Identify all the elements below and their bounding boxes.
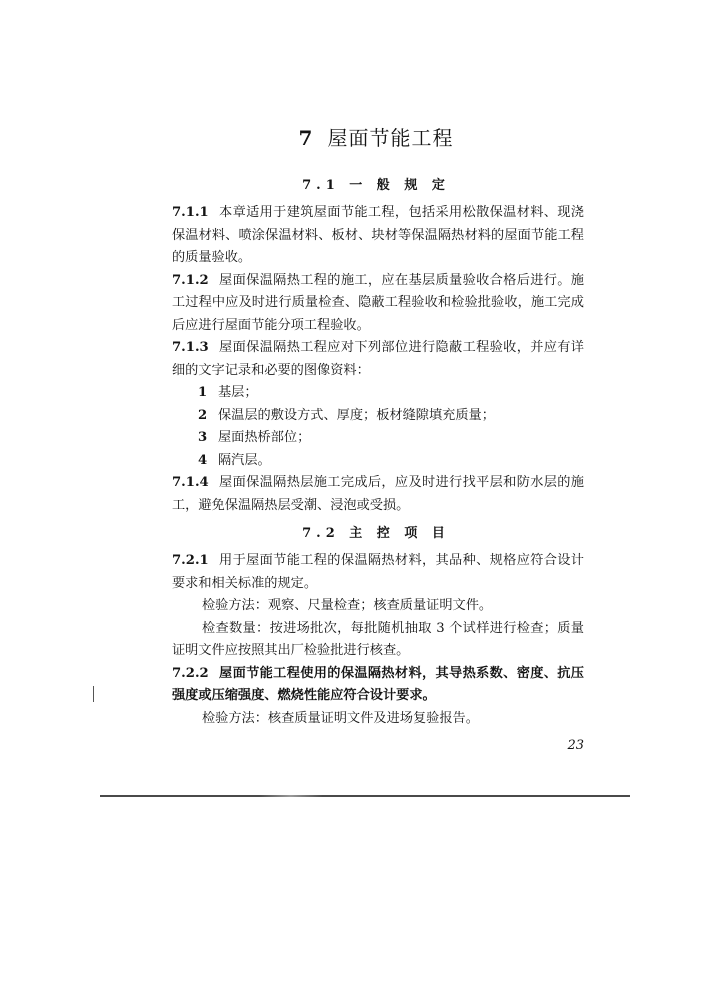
section-title-7-1: 7.1 一 般 规 定 (302, 178, 450, 193)
clause-text: 屋面节能工程使用的保温隔热材料，其导热系数、密度、抗压强度或压缩强度、燃烧性能应符合设计要求。 (172, 665, 584, 703)
item-text: 保温层的敷设方式、厚度；板材缝隙填充质量； (218, 407, 495, 423)
margin-mark (93, 686, 94, 702)
clause-number: 7.2.2 (172, 665, 209, 681)
clause-text: 屋面保温隔热工程应对下列部位进行隐蔽工程验收，并应有详细的文字记录和必要的图像资料： (172, 340, 584, 378)
clause-text: 屋面保温隔热层施工完成后，应及时进行找平层和防水层的施工，避免保温隔热层受潮、浸泡或受损。 (172, 475, 584, 513)
chapter-title-text: 屋面节能工程 (327, 126, 454, 150)
clause-number: 7.1.2 (172, 272, 209, 288)
section-7-2-body (172, 550, 584, 730)
chapter-number: 7 (298, 126, 314, 150)
clause-7-1-4 (172, 472, 584, 517)
item-text: 屋面热桥部位； (218, 430, 311, 445)
inspection-quantity: 检查数量：按进场批次，每批随机抽取 3 个试样进行检查；质量证明文件应按照其出厂检验批进行核查。 (172, 620, 584, 658)
clause-text: 用于屋面节能工程的保温隔热材料，其品种、规格应符合设计要求和相关标准的规定。 (172, 553, 584, 591)
item-text: 基层； (218, 385, 258, 400)
item-number: 4 (198, 452, 208, 468)
clause-text: 屋面保温隔热工程的施工，应在基层质量验收合格后进行。施工过程中应及时进行质量检查、隐蔽工程验收和检验批验收，施工完成后应进行屋面节能分项工程验收。 (172, 272, 584, 333)
inspection-method: 检验方法：观察、尺量检查；核查质量证明文件。 (202, 598, 493, 613)
clause-7-2-2 (172, 663, 584, 708)
item-number: 3 (198, 430, 208, 445)
list-item (172, 450, 584, 473)
clause-number: 7.1.3 (172, 340, 209, 355)
list-item (172, 405, 584, 428)
clause-number: 7.2.1 (172, 553, 209, 568)
clause-7-1-3 (172, 337, 584, 382)
item-text: 隔汽层。 (218, 452, 271, 468)
item-number: 2 (198, 407, 208, 423)
bottom-rule (100, 795, 630, 797)
section-title-7-2: 7.2 主 控 项 目 (302, 526, 450, 541)
page-number: 23 (567, 738, 584, 753)
item-number: 1 (198, 385, 208, 400)
section-7-1-body (172, 202, 584, 517)
clause-number: 7.1.4 (172, 475, 209, 490)
chapter-title (0, 122, 719, 151)
clause-7-1-1 (172, 202, 584, 270)
list-item (172, 382, 584, 405)
clause-7-1-2 (172, 270, 584, 338)
list-item (172, 427, 584, 450)
clause-number: 7.1.1 (172, 205, 209, 220)
clause-7-2-1 (172, 550, 584, 595)
clause-text: 本章适用于建筑屋面节能工程，包括采用松散保温材料、现浇保温材料、喷涂保温材料、板材、块材等保温隔热材料的屋面节能工程的质量验收。 (172, 205, 584, 265)
inspection-method: 检验方法：核查质量证明文件及进场复验报告。 (202, 710, 479, 726)
